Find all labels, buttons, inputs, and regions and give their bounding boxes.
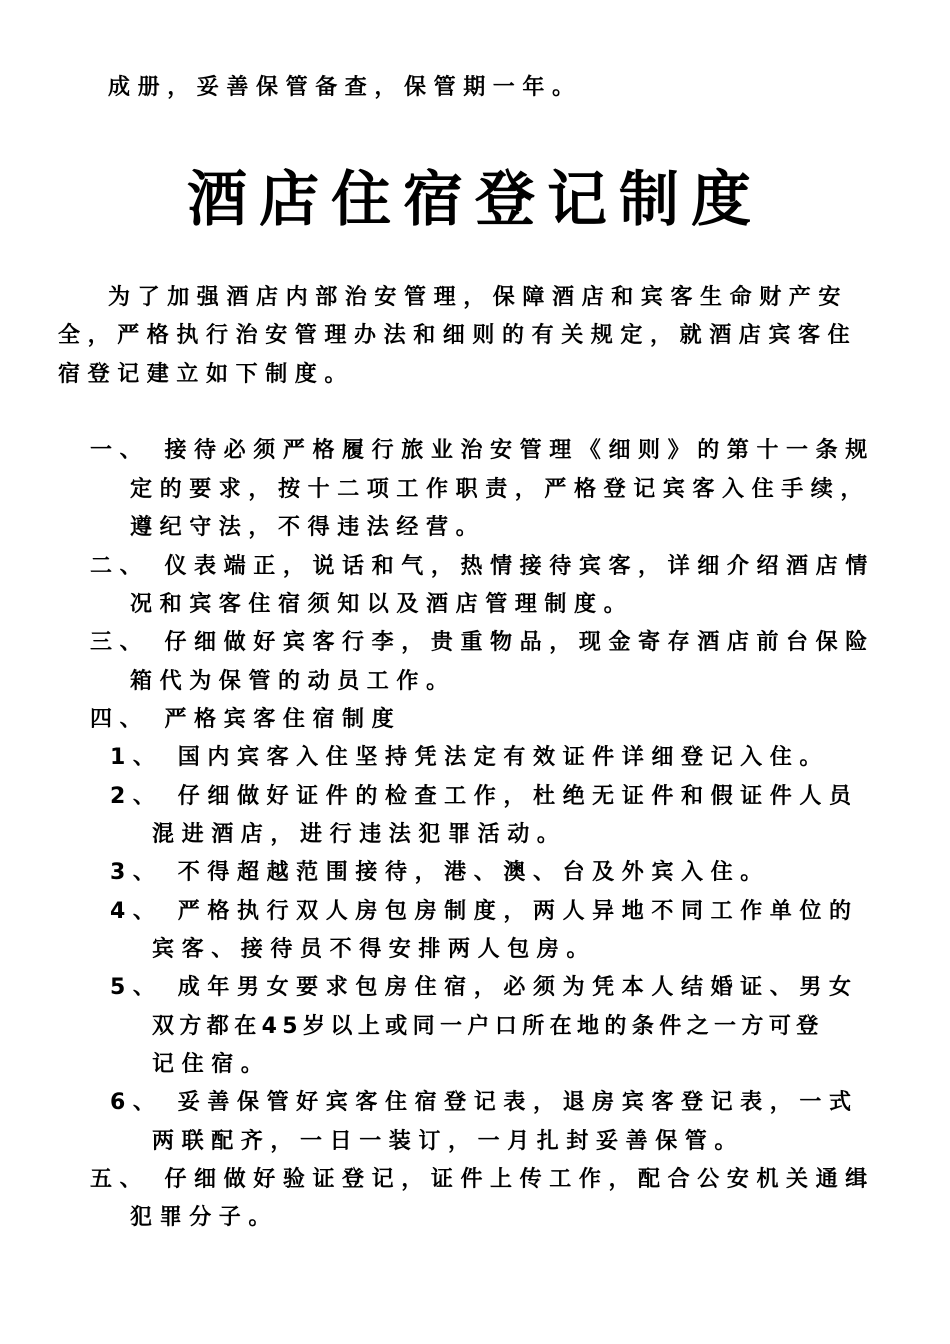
text-line: 混进酒店，进行违法犯罪活动。: [152, 822, 567, 847]
text-line: 宾客、接待员不得安排两人包房。: [152, 937, 597, 962]
text-line: 4、 严格执行双人房包房制度，两人异地不同工作单位的: [110, 899, 859, 924]
text-line: 箱代为保管的动员工作。: [130, 669, 456, 694]
text-line: 2、 仔细做好证件的检查工作，杜绝无证件和假证件人员: [110, 784, 859, 809]
text-line: 二、 仪表端正，说话和气，热情接待宾客，详细介绍酒店情: [90, 554, 875, 579]
text-line: 三、 仔细做好宾客行李，贵重物品，现金寄存酒店前台保险: [90, 630, 875, 655]
text-line: 五、 仔细做好验证登记，证件上传工作，配合公安机关通缉: [90, 1167, 875, 1192]
text-line: 全，严格执行治安管理办法和细则的有关规定，就酒店宾客住: [58, 323, 858, 348]
section-heading: 四、 严格宾客住宿制度: [90, 707, 402, 732]
continued-text-line: 成册，妥善保管备查，保管期一年。: [108, 75, 582, 100]
text-line: 双方都在45岁以上或同一户口所在地的条件之一方可登: [152, 1014, 824, 1039]
text-line: 为了加强酒店内部治安管理，保障酒店和宾客生命财产安: [108, 285, 849, 310]
text-line: 6、 妥善保管好宾客住宿登记表，退房宾客登记表，一式: [110, 1090, 859, 1115]
text-line: 5、 成年男女要求包房住宿，必须为凭本人结婚证、男女: [110, 975, 859, 1000]
text-line: 况和宾客住宿须知以及酒店管理制度。: [130, 592, 634, 617]
text-line: 3、 不得超越范围接待，港、澳、台及外宾入住。: [110, 860, 770, 885]
text-line: 两联配齐，一日一装订，一月扎封妥善保管。: [152, 1129, 745, 1154]
text-line: 犯罪分子。: [130, 1205, 279, 1230]
text-line: 1、 国内宾客入住坚持凭法定有效证件详细登记入住。: [110, 745, 829, 770]
text-line: 定的要求，按十二项工作职责，严格登记宾客入住手续，: [130, 477, 871, 502]
text-line: 遵纪守法，不得违法经营。: [130, 515, 486, 540]
text-line: 记住宿。: [152, 1052, 271, 1077]
page-title: 酒店住宿登记制度: [187, 165, 763, 235]
text-line: 一、 接待必须严格履行旅业治安管理《细则》的第十一条规: [90, 438, 875, 463]
text-line: 宿登记建立如下制度。: [58, 362, 355, 387]
